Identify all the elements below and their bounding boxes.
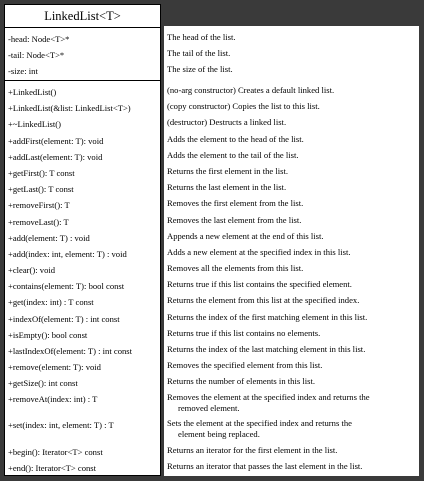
method-description: Removes the first element from the list. (167, 198, 304, 209)
method-signature: +getLast(): T const (8, 184, 74, 195)
method-description: Returns the index of the first matching element in this list. (167, 311, 368, 322)
method-signature: +get(index: int) : T const (8, 297, 94, 308)
method-signature: +begin(): Iterator<T> const (8, 446, 103, 457)
method-signature: +addFirst(element: T): void (8, 135, 104, 146)
method-description (164, 390, 419, 416)
attributes-section (5, 28, 160, 81)
method-description: (copy constructor) Copies the list to this list. (167, 101, 320, 112)
method-signature: +LinkedList() (8, 87, 57, 97)
attribute-size: -size: int (8, 65, 38, 76)
method-description: (no-arg constructor) Creates a default linked list. (167, 85, 335, 95)
method-signature: +add(element: T) : void (8, 232, 90, 243)
method-description (164, 416, 419, 442)
method-signature: +getSize(): int const (8, 378, 78, 389)
method-signature: +LinkedList(&list: LinkedList<T>) (8, 103, 131, 114)
method-description: Returns the element from this list at the specified index. (167, 295, 360, 306)
method-description: Removes all the elements from this list. (167, 263, 304, 274)
method-description-line: Sets the element at the specified index and returns the (167, 417, 352, 428)
method-description: Returns the last element in the list. (167, 182, 287, 193)
method-description: (destructor) Destructs a linked list. (167, 117, 287, 128)
method-descriptions (164, 79, 419, 474)
attribute-descriptions (164, 26, 419, 79)
method-signature: +~LinkedList() (8, 119, 61, 130)
method-signature: +isEmpty(): bool const (8, 329, 88, 340)
class-name: LinkedList<T> (5, 5, 160, 28)
method-signature: +getFirst(): T const (8, 167, 75, 178)
method-description: Adds the element to the tail of the list. (167, 149, 299, 160)
method-description: Adds the element to the head of the list. (167, 133, 304, 144)
attribute-head: -head: Node<T>* (8, 34, 70, 44)
method-signature: +set(index: int, element: T) : T (8, 419, 114, 430)
method-signature: +remove(element: T): void (8, 362, 101, 373)
method-description: Returns the first element in the list. (167, 165, 289, 176)
method-description-line: removed element. (178, 402, 240, 413)
attribute-description: The size of the list. (167, 63, 233, 74)
method-signature: +lastIndexOf(element: T) : int const (8, 346, 133, 356)
method-signature: +clear(): void (8, 265, 56, 276)
method-signature: +indexOf(element: T) : int const (8, 313, 120, 324)
method-description: Returns true if this list contains no elements. (167, 327, 321, 338)
method-signature: +addLast(element: T): void (8, 151, 103, 162)
method-signature: +removeFirst(): T (8, 200, 70, 211)
attribute-tail: -tail: Node<T>* (8, 49, 65, 60)
method-signature: +removeLast(): T (8, 216, 69, 227)
method-description: Removes the specified element from this list. (167, 360, 323, 371)
methods-section (5, 81, 160, 476)
method-signature: +contains(element: T): bool const (8, 281, 125, 292)
method-description: Returns an iterator that passes the last element in the list. (167, 460, 363, 471)
method-description: Appends a new element at the end of this list. (167, 230, 324, 241)
method-description: Removes the last element from the list. (167, 214, 302, 225)
method-signature: +end(): Iterator<T> const (8, 462, 97, 473)
descriptions-panel (164, 26, 419, 476)
method-description: Returns the index of the last matching element in this list. (167, 344, 366, 354)
method-description-line: Removes the element at the specified index and returns the (167, 391, 370, 402)
method-description: Returns true if this list contains the specified element. (167, 279, 352, 290)
method-description: Adds a new element at the specified index in this list. (167, 246, 351, 257)
method-description: Returns the number of elements in this list. (167, 376, 315, 387)
uml-class-box (4, 4, 161, 476)
attribute-description: The head of the list. (167, 32, 236, 42)
attribute-description: The tail of the list. (167, 47, 231, 58)
method-description: Returns an iterator for the first element in the list. (167, 444, 338, 455)
method-description-line: element being replaced. (178, 428, 260, 439)
method-signature: +add(index: int, element: T) : void (8, 248, 127, 259)
method-signature: +removeAt(index: int) : T (8, 393, 98, 404)
